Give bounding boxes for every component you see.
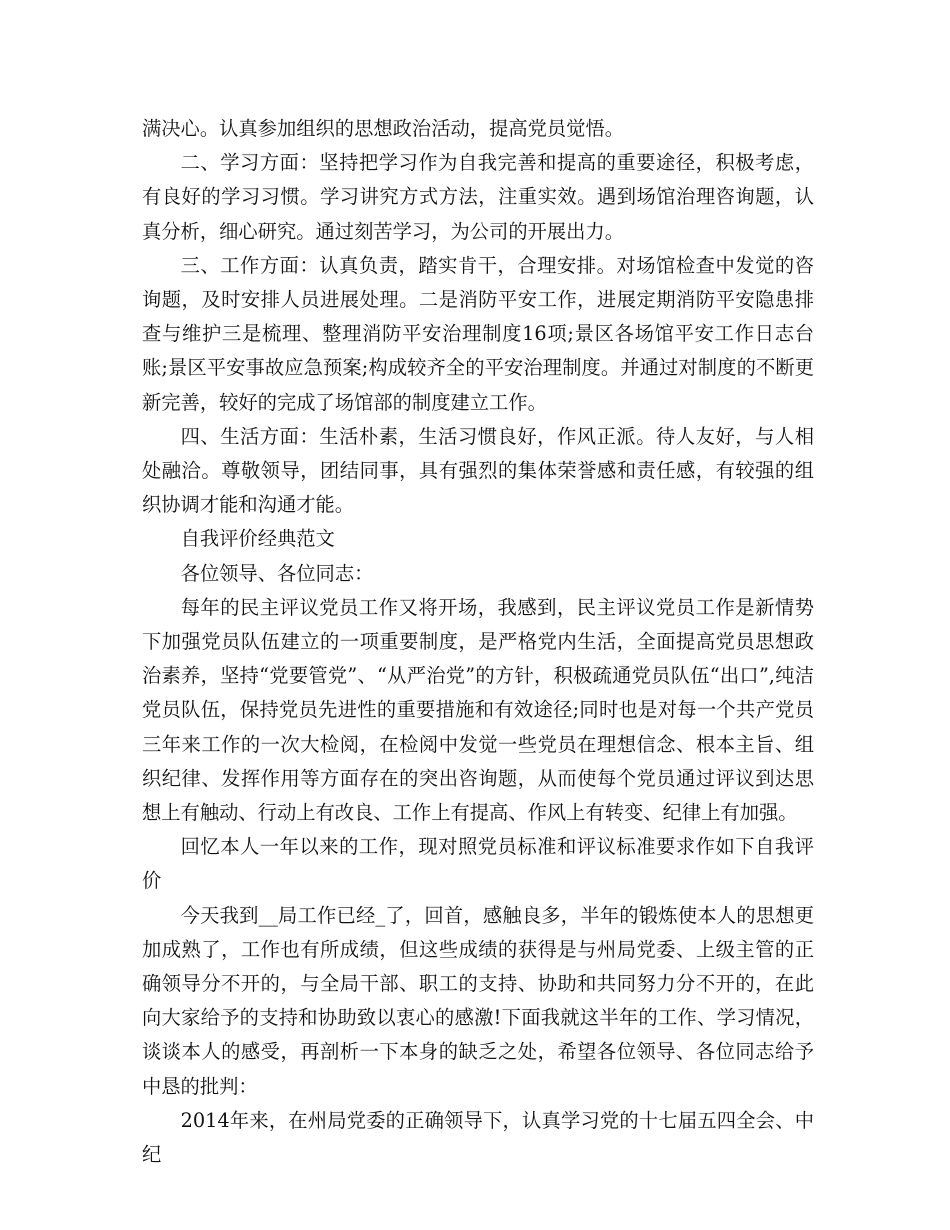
- paragraph-3: 三、工作方面：认真负责，踏实肯干，合理安排。对场馆检查中发觉的咨询题，及时安排人员进展处理。二是消防平安工作，进展定期消防平安隐患排查与维护三是梳理、整理消防平安治理制度16项;景区各场馆平安工作日志台账;景区平安事故应急预案;构成较齐全的平安治理制度。并通过对制度的不断更新完善，较好的完成了场馆部的制度建立工作。: [142, 253, 814, 414]
- paragraph-8: 回忆本人一年以来的工作，现对照党员标准和评议标准要求作如下自我评价: [142, 835, 814, 893]
- document-body: [142, 112, 814, 1172]
- paragraph-9: 今天我到__局工作已经_了，回首，感触良多，半年的锻炼使本人的思想更加成熟了，工作也有所成绩，但这些成绩的获得是与州局党委、上级主管的正确领导分不开的，与全局干部、职工的支持、协助和共同努力分不开的，在此向大家给予的支持和协助致以衷心的感激!下面我就这半年的工作、学习情况，谈谈本人的感受，再剖析一下本身的缺乏之处，希望各位领导、各位同志给予中恳的批判：: [142, 903, 814, 1098]
- paragraph-2: 二、学习方面：坚持把学习作为自我完善和提高的重要途径，积极考虑，有良好的学习习惯。学习讲究方式方法，注重实效。遇到场馆治理咨询题，认真分析，细心研究。通过刻苦学习，为公司的开展出力。: [142, 151, 814, 243]
- paragraph-10: 2014年来，在州局党委的正确领导下，认真学习党的十七届五四全会、中纪: [142, 1108, 814, 1167]
- salutation: 各位领导、各位同志：: [180, 561, 374, 585]
- section-heading: 自我评价经典范文: [180, 527, 335, 551]
- paragraph-1: 满决心。认真参加组织的思想政治活动，提高党员觉悟。: [142, 117, 625, 140]
- paragraph-7: 每年的民主评议党员工作又将开场，我感到，民主评议党员工作是新情势下加强党员队伍建立的一项重要制度，是严格党内生活，全面提高党员思想政治素养，坚持“党要管党”、“从严治党”的方针，积极疏通党员队伍“出口”,纯洁党员队伍，保持党员先进性的重要措施和有效途径;同时也是对每一个共产党员三年来工作的一次大检阅，在检阅中发觉一些党员在理想信念、根本主旨、组织纪律、发挥作用等方面存在的突出咨询题，从而使每个党员通过评议到达思想上有触动、行动上有改良、工作上有提高、作风上有转变、纪律上有加强。: [142, 595, 814, 825]
- paragraph-4: 四、生活方面：生活朴素，生活习惯良好，作风正派。待人友好，与人相处融洽。尊敬领导，团结同事，具有强烈的集体荣誉感和责任感，有较强的组织协调才能和沟通才能。: [142, 424, 814, 517]
